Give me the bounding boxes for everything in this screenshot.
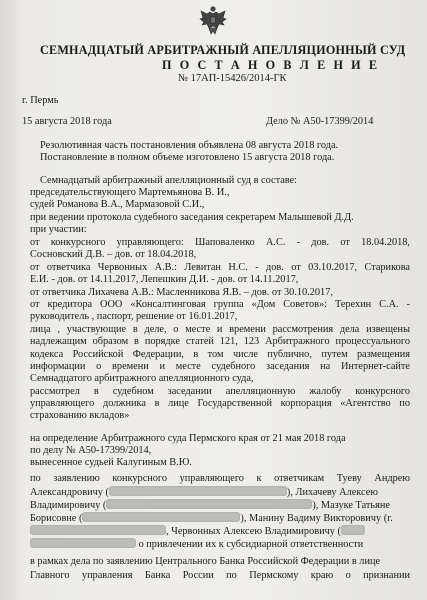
document-type: П О С Т А Н О В Л Е Н И Е xyxy=(162,58,380,72)
body-line: информации о времени и месте судебного заседания на Интернет-сайте xyxy=(30,361,410,372)
body-line: управляющего должника в лице Государственной корпорация «Агентство по xyxy=(30,398,410,409)
body-line: руководитель , паспорт, решение от 16.01.2017, xyxy=(30,311,238,322)
body-line: Семнадцатый арбитражный апелляционный суд в составе: xyxy=(40,175,298,186)
body-line xyxy=(30,512,393,525)
coat-of-arms-emblem xyxy=(198,6,228,36)
body-line: от кредитора ООО «Консалтинговая группа «Дом Советов»: Терехин С.А. - xyxy=(30,299,410,310)
body-line: от ответчика Червонных А.В.: Левитан Н.С. - дов. от 03.10.2017, Старикова xyxy=(30,262,410,273)
body-line xyxy=(30,486,378,499)
body-line xyxy=(30,525,365,538)
body-line: от ответчика Лихачева А.В.: Масленникова Я.В. – дов. от 30.10.2017, xyxy=(30,287,333,298)
body-line: надлежащим образом в порядке статей 121, 123 Арбитражного процессуального xyxy=(30,336,410,347)
produced-note: Постановление в полном объеме изготовлено 15 августа 2018 года. xyxy=(40,152,335,163)
document-number: № 17АП-15426/2014-ГК xyxy=(178,73,287,84)
body-line: судей Романова В.А., Мармазовой С.И., xyxy=(30,199,205,210)
redacted-block xyxy=(30,538,136,548)
body-text: ), Манину Вадиму Викторовичу (г. xyxy=(240,513,393,524)
redacted-block xyxy=(109,486,287,496)
body-line: в рамках дела по заявлению Центрального Банка Российской Федерации в лице xyxy=(30,556,381,567)
body-text: ), Мазуке Татьяне xyxy=(312,500,390,511)
redacted-block xyxy=(30,525,166,535)
body-text: , Червонных Алексею Владимировичу ( xyxy=(166,526,341,537)
body-line: вынесенное судьей Калугиным В.Ю. xyxy=(30,457,192,468)
body-line: Главного управления Банка России по Пермскому краю о признании xyxy=(30,570,410,581)
body-line: лица , участвующие в деле, о месте и времени рассмотрения дела извещены xyxy=(30,324,410,335)
body-line xyxy=(30,499,390,512)
body-line xyxy=(30,538,363,551)
case-number: Дело № А50-17399/2014 xyxy=(266,116,374,127)
body-line: председательствующего Мартемьянова В. И., xyxy=(30,187,230,198)
body-line: на определение Арбитражного суда Пермского края от 21 мая 2018 года xyxy=(30,433,346,444)
body-line: от конкурсного управляющего: Шаповаленко А.С. - дов. от 18.04.2018, xyxy=(30,237,410,248)
body-text: о привлечении их к субсидиарной ответственности xyxy=(138,539,364,550)
body-text: ), Лихачеву Алексею xyxy=(286,487,378,498)
announced-note: Резолютивная часть постановления объявлена 08 августа 2018 года. xyxy=(40,140,339,151)
document-date: 15 августа 2018 года xyxy=(22,116,112,127)
body-line: Е.И. - дов. от 14.11.2017, Лепешкин Д.И. - дов. от 14.11.2017, xyxy=(30,274,299,285)
body-line: по заявлению конкурсного управляющего к ответчикам Туеву Андрею xyxy=(30,473,410,484)
redacted-block xyxy=(106,499,312,509)
body-line: по делу № А50-17399/2014, xyxy=(30,445,152,456)
body-text: Александровичу ( xyxy=(30,487,109,498)
body-line: рассмотрел в судебном заседании апелляционную жалобу конкурсного xyxy=(30,386,410,397)
redacted-block xyxy=(341,525,365,535)
body-text: Борисовне ( xyxy=(30,513,83,524)
body-text: Владимировичу ( xyxy=(30,500,107,511)
city: г. Пермь xyxy=(22,95,59,106)
body-line: Семнадцатого арбитражного апелляционного суда, xyxy=(30,373,254,384)
body-line: при ведении протокола судебного заседания секретарем Малышевой Д.Д. xyxy=(30,212,354,223)
redacted-block xyxy=(82,512,240,522)
body-line: страхованию вкладов» xyxy=(30,410,130,421)
court-title: СЕМНАДЦАТЫЙ АРБИТРАЖНЫЙ АПЕЛЛЯЦИОННЫЙ СУД xyxy=(40,43,406,57)
body-line: кодекса Российской Федерации, в том числе публично, путем размещения xyxy=(30,349,410,360)
body-line: при участии: xyxy=(30,224,87,235)
body-line: Сосновский Д.В. – дов. от 18.04.2018, xyxy=(30,249,197,260)
